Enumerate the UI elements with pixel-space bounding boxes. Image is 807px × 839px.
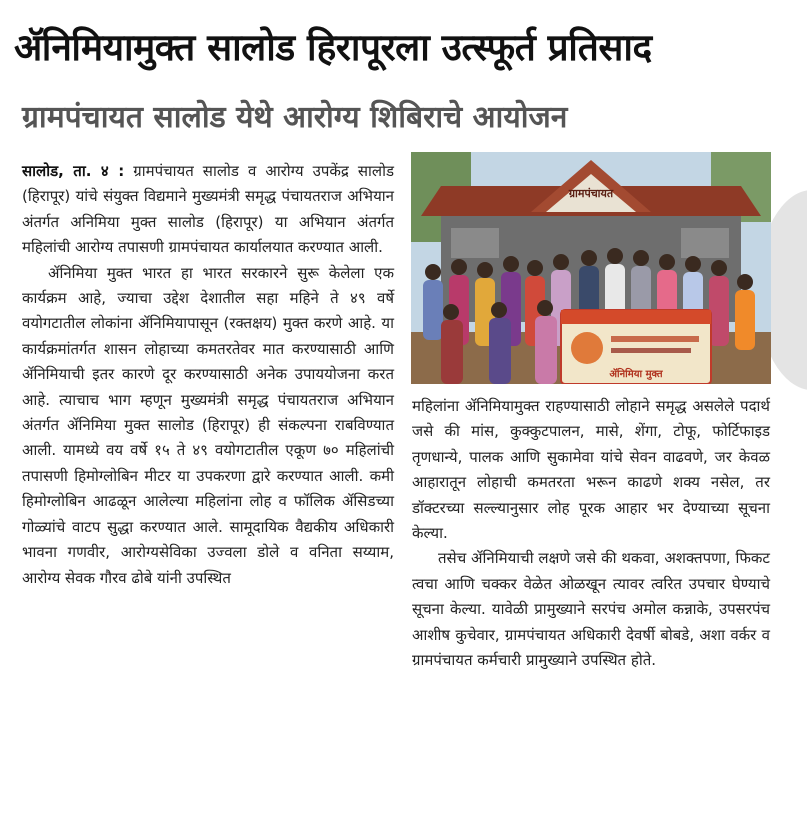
building-sign: ग्रामपंचायत	[568, 187, 614, 200]
news-photo	[411, 152, 771, 384]
article-column-right	[412, 394, 770, 673]
subheadline: ग्रामपंचायत सालोड येथे आरोग्य शिबिराचे आयोजन	[22, 100, 568, 135]
article-paragraph: ॲनिमिया मुक्त भारत हा भारत सरकारने सुरू केलेला एक कार्यक्रम आहे, ज्याचा उद्देश देशातील सहा महिने ते ४९ वर्षे वयोगटातील लोकांना ॲनिमियापासून (रक्तक्षय) मुक्त करणे आहे. या कार्यक्रमांतर्गत शासन लोहाच्या कमतरतेवर मात करण्यासाठी आणि ॲनिमियाची इतर कारणे दूर करण्यासाठी अनेक उपाययोजना करत आहे. त्याचाच भाग म्हणून मुख्यमंत्री समृद्ध पंचायतराज अभियान अंतर्गत ॲनिमिया मुक्त सालोड (हिरापूर) ही संकल्पना राबविण्यात आली. यामध्ये वय वर्षे १५ ते ४९ वयोगटातील एकूण ७० महिलांची तपासणी हिमोग्लोबिन मीटर या उपकरणा द्वारे करण्यात आली. कमी हिमोग्लोबिन आढळून आलेल्या महिलांना लोह व फॉलिक ॲसिडच्या गोळ्यांचे वाटप सुद्धा करण्यात आले. सामूदायिक वैद्यकीय अधिकारी भावना गणवीर, आरोग्यसेविका उज्वला डोले व वनिता सय्याम, आरोग्य सेवक गौरव ढोबे यांनी उपस्थित	[22, 263, 394, 587]
group-photo-illustration	[411, 152, 771, 384]
article-paragraph: महिलांना ॲनिमियामुक्त राहण्यासाठी लोहाने समृद्ध असलेले पदार्थ जसे की मांस, कुक्कुटपालन, मासे, शेंगा, टोफू, फोर्टिफाइड तृणधान्ये, पालक आणि सुकामेवा यांचे सेवन वाढवणे, जर केवळ आहारातून लोहाची कमतरता भरून काढणे शक्य नसेल, तर डॉक्टरच्या सल्ल्यानुसार लोह पूरक आहार भर देण्याच्या सूचना केल्या.	[412, 397, 770, 543]
article-paragraph: तसेच ॲनिमियाची लक्षणे जसे की थकवा, अशक्तपणा, फिकट त्वचा आणि चक्कर वेळेत ओळखून त्यावर त्वरित उपचार घेण्याचे सूचना केल्या. यावेळी प्रामुख्याने सरपंच अमोल कन्नाके, उपसरपंच आशीष कुचेवार, ग्रामपंचायत अधिकारी देवर्षी बोबडे, अशा वर्कर व ग्रामपंचायत कर्मचारी प्रामुख्याने उपस्थित होते.	[412, 549, 770, 670]
headline: ॲनिमियामुक्त सालोड हिरापूरला उत्स्फूर्त प्रतिसाद	[14, 26, 652, 69]
paragraph-text: ग्रामपंचायत सालोड व आरोग्य उपकेंद्र सालोड (हिरापूर) यांचे संयुक्त विद्यमाने मुख्यमंत्री समृद्ध पंचायतराज अभियान अंतर्गत अनिमिया मुक्त सालोड (हिरापूर) या अभियान अंतर्गत महिलांची आरोग्य तपासणी ग्रामपंचायत कार्यालयात करण्यात आली.	[22, 162, 394, 257]
banner-text: ॲनिमिया मुक्त	[609, 369, 663, 380]
dateline: सालोड, ता. ४ :	[22, 162, 125, 180]
article-paragraph	[22, 159, 394, 261]
article-column-left	[22, 159, 394, 591]
